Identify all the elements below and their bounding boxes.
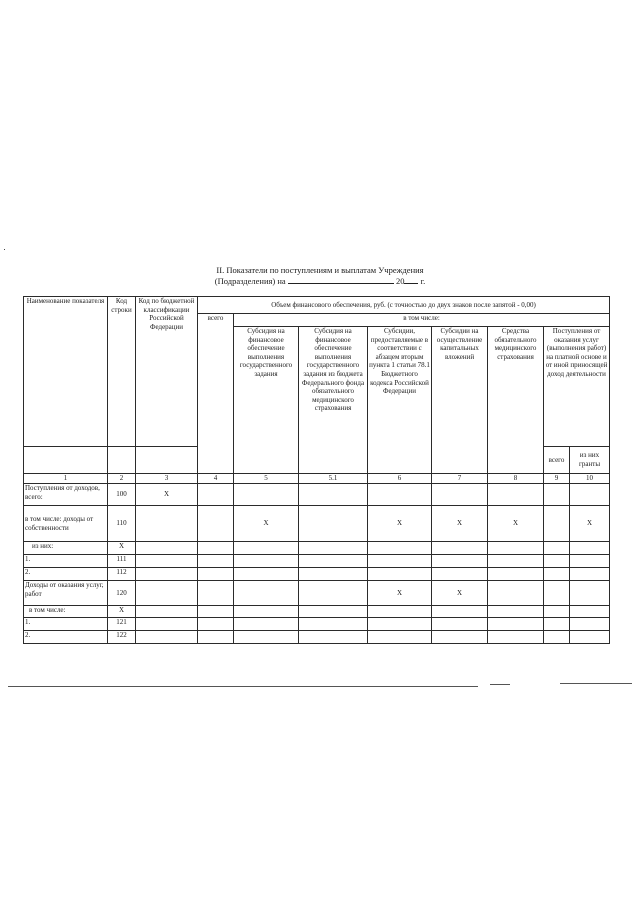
indicators-table bbox=[23, 296, 610, 644]
cell-col6 bbox=[368, 568, 432, 581]
cell-col5 bbox=[234, 542, 299, 555]
cell-col5-1 bbox=[299, 618, 368, 631]
row-name: Доходы от оказания услуг, работ bbox=[24, 581, 108, 606]
cell-col7 bbox=[432, 618, 488, 631]
cell-col3 bbox=[136, 506, 198, 542]
title-line-2 bbox=[0, 276, 640, 287]
row-code: 100 bbox=[108, 484, 136, 506]
cell-col7 bbox=[432, 568, 488, 581]
header-total: всего bbox=[198, 314, 234, 474]
cell-col9 bbox=[544, 506, 570, 542]
cell-col10 bbox=[570, 606, 610, 618]
cell-col3 bbox=[136, 555, 198, 568]
cell-col8: X bbox=[488, 506, 544, 542]
row-name: 1. bbox=[24, 618, 108, 631]
cell-col10 bbox=[570, 555, 610, 568]
cell-col10 bbox=[570, 618, 610, 631]
scan-speck bbox=[4, 249, 5, 250]
table-row bbox=[24, 542, 610, 555]
cell-col3 bbox=[136, 581, 198, 606]
row-name: 1. bbox=[24, 555, 108, 568]
cell-col4 bbox=[198, 618, 234, 631]
cell-col9 bbox=[544, 484, 570, 506]
row-name: в том числе: доходы от собственности bbox=[24, 506, 108, 542]
cell-col10 bbox=[570, 568, 610, 581]
cell-col9 bbox=[544, 542, 570, 555]
cell-col7: X bbox=[432, 581, 488, 606]
cell-col7 bbox=[432, 606, 488, 618]
row-name: в том числе: bbox=[24, 606, 108, 618]
cell-col6 bbox=[368, 631, 432, 644]
col-number: 5 bbox=[234, 474, 299, 484]
col-number: 6 bbox=[368, 474, 432, 484]
header-budget-code: Код по бюджетной классификации Российской Федерации bbox=[136, 297, 198, 447]
title-line-1: II. Показатели по поступлениям и выплатам Учреждения bbox=[216, 265, 424, 275]
col-number: 2 bbox=[108, 474, 136, 484]
cell-col3 bbox=[136, 631, 198, 644]
cell-col6 bbox=[368, 542, 432, 555]
table-row bbox=[24, 581, 610, 606]
cell-col4 bbox=[198, 555, 234, 568]
section-title bbox=[0, 265, 640, 287]
row-code: 112 bbox=[108, 568, 136, 581]
cell-col9 bbox=[544, 618, 570, 631]
row-code: 122 bbox=[108, 631, 136, 644]
cell-col10 bbox=[570, 542, 610, 555]
scan-edge-line-far-right bbox=[560, 683, 632, 684]
table-row bbox=[24, 606, 610, 618]
cell-col7 bbox=[432, 631, 488, 644]
cell-col5 bbox=[234, 484, 299, 506]
col-number: 1 bbox=[24, 474, 108, 484]
cell-col5-1 bbox=[299, 542, 368, 555]
cell-col7 bbox=[432, 484, 488, 506]
row-name: 2. bbox=[24, 631, 108, 644]
cell-col9 bbox=[544, 555, 570, 568]
row-name: Поступления от доходов, всего: bbox=[24, 484, 108, 506]
date-blank bbox=[288, 276, 394, 284]
cell-col4 bbox=[198, 484, 234, 506]
header-oms: Средства обязательного медицинского страхования bbox=[488, 327, 544, 474]
scan-edge-line-right bbox=[490, 684, 510, 685]
cell-col5 bbox=[234, 606, 299, 618]
cell-col5 bbox=[234, 581, 299, 606]
row-name: из них: bbox=[24, 542, 108, 555]
header-sub-state-task: Субсидия на финансовое обеспечение выполнения государственного задания bbox=[234, 327, 299, 474]
cell-col5 bbox=[234, 568, 299, 581]
cell-col5-1 bbox=[299, 555, 368, 568]
cell-col5: X bbox=[234, 506, 299, 542]
table-row bbox=[24, 506, 610, 542]
cell-col5 bbox=[234, 631, 299, 644]
header-paid-services: Поступления от оказания услуг (выполнения работ) на платной основе и от иной приносящей доход деятельности bbox=[544, 327, 610, 447]
cell-col4 bbox=[198, 581, 234, 606]
cell-col4 bbox=[198, 606, 234, 618]
cell-col4 bbox=[198, 542, 234, 555]
cell-col4 bbox=[198, 506, 234, 542]
cell-col10 bbox=[570, 581, 610, 606]
cell-col8 bbox=[488, 568, 544, 581]
header-sub-capital: Субсидии на осуществление капитальных вложений bbox=[432, 327, 488, 474]
cell-col8 bbox=[488, 631, 544, 644]
title-suffix: г. bbox=[420, 276, 426, 286]
cell-col10: X bbox=[570, 506, 610, 542]
cell-col8 bbox=[488, 606, 544, 618]
title-year: 20 bbox=[395, 276, 405, 286]
cell-col6 bbox=[368, 484, 432, 506]
cell-col5-1 bbox=[299, 631, 368, 644]
cell-col8 bbox=[488, 542, 544, 555]
cell-col3 bbox=[136, 568, 198, 581]
table-row bbox=[24, 568, 610, 581]
title-prefix: (Подразделения) на bbox=[214, 276, 286, 286]
header-including: в том числе: bbox=[234, 314, 610, 327]
col-number: 4 bbox=[198, 474, 234, 484]
cell-col8 bbox=[488, 581, 544, 606]
cell-col8 bbox=[488, 618, 544, 631]
cell-col9 bbox=[544, 606, 570, 618]
header-name: Наименование показателя bbox=[24, 297, 108, 447]
cell-col5-1 bbox=[299, 568, 368, 581]
table-row bbox=[24, 484, 610, 506]
cell-col5 bbox=[234, 555, 299, 568]
cell-col5-1 bbox=[299, 581, 368, 606]
header-code: Код строки bbox=[108, 297, 136, 447]
cell-col4 bbox=[198, 631, 234, 644]
cell-col6 bbox=[368, 606, 432, 618]
row-code: 120 bbox=[108, 581, 136, 606]
cell-col3 bbox=[136, 618, 198, 631]
cell-col5 bbox=[234, 618, 299, 631]
col-number: 8 bbox=[488, 474, 544, 484]
row-code: 121 bbox=[108, 618, 136, 631]
cell-col3 bbox=[136, 606, 198, 618]
cell-col9 bbox=[544, 568, 570, 581]
cell-col9 bbox=[544, 581, 570, 606]
cell-col5-1 bbox=[299, 484, 368, 506]
cell-col10 bbox=[570, 631, 610, 644]
cell-col8 bbox=[488, 555, 544, 568]
col-number: 3 bbox=[136, 474, 198, 484]
column-numbers-row bbox=[24, 474, 610, 484]
cell-col8 bbox=[488, 484, 544, 506]
col-number: 9 bbox=[544, 474, 570, 484]
header-paid-grants: из них гранты bbox=[570, 447, 610, 474]
cell-col5-1 bbox=[299, 606, 368, 618]
header-sub-ffoms: Субсидия на финансовое обеспечение выполнения государственного задания из бюджета Федерального фонда обязательного медицинского страхования bbox=[299, 327, 368, 474]
table-row bbox=[24, 555, 610, 568]
cell-col6: X bbox=[368, 506, 432, 542]
col-number: 7 bbox=[432, 474, 488, 484]
cell-col6 bbox=[368, 555, 432, 568]
row-name: 2. bbox=[24, 568, 108, 581]
cell-col3 bbox=[136, 542, 198, 555]
cell-col4 bbox=[198, 568, 234, 581]
cell-col6 bbox=[368, 618, 432, 631]
cell-col5-1 bbox=[299, 506, 368, 542]
row-code: 111 bbox=[108, 555, 136, 568]
year-blank bbox=[404, 276, 418, 284]
header-sub-78-1: Субсидии, предоставляемые в соответствии с абзацем вторым пункта 1 статьи 78.1 Бюджетного кодекса Российской Федерации bbox=[368, 327, 432, 474]
col-number: 5.1 bbox=[299, 474, 368, 484]
cell-col10 bbox=[570, 484, 610, 506]
table-row bbox=[24, 631, 610, 644]
col-number: 10 bbox=[570, 474, 610, 484]
cell-col7 bbox=[432, 555, 488, 568]
header-volume: Объем финансового обеспечения, руб. (с точностью до двух знаков после запятой - 0,00) bbox=[198, 297, 610, 314]
cell-col3: X bbox=[136, 484, 198, 506]
header-paid-total: всего bbox=[544, 447, 570, 474]
cell-col9 bbox=[544, 631, 570, 644]
scan-edge-line bbox=[8, 686, 478, 687]
row-code: 110 bbox=[108, 506, 136, 542]
row-code: X bbox=[108, 606, 136, 618]
table-row bbox=[24, 618, 610, 631]
cell-col6: X bbox=[368, 581, 432, 606]
row-code: X bbox=[108, 542, 136, 555]
cell-col7: X bbox=[432, 506, 488, 542]
cell-col7 bbox=[432, 542, 488, 555]
